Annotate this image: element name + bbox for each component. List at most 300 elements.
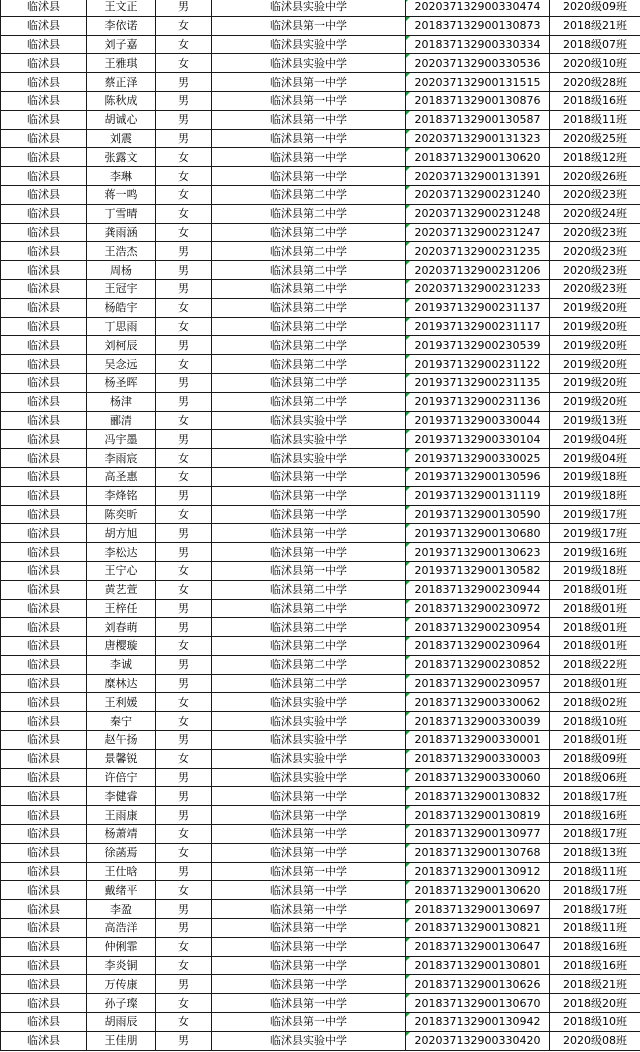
cell-gender[interactable]: [156, 561, 212, 580]
cell-gender[interactable]: [156, 73, 212, 92]
cell-school[interactable]: [212, 110, 406, 129]
cell-county[interactable]: [1, 599, 87, 618]
cell-student-id[interactable]: [406, 956, 550, 975]
cell-class[interactable]: [550, 35, 640, 54]
cell-gender[interactable]: [156, 956, 212, 975]
cell-name[interactable]: [87, 486, 156, 505]
cell-name[interactable]: [87, 91, 156, 110]
cell-student-id[interactable]: [406, 185, 550, 204]
cell-school[interactable]: [212, 975, 406, 994]
cell-school[interactable]: [212, 167, 406, 186]
cell-county[interactable]: [1, 580, 87, 599]
cell-county[interactable]: [1, 787, 87, 806]
cell-gender[interactable]: [156, 580, 212, 599]
cell-student-id[interactable]: [406, 35, 550, 54]
cell-name[interactable]: [87, 900, 156, 919]
cell-name[interactable]: [87, 881, 156, 900]
cell-county[interactable]: [1, 862, 87, 881]
cell-student-id[interactable]: [406, 524, 550, 543]
cell-class[interactable]: [550, 749, 640, 768]
cell-class[interactable]: [550, 862, 640, 881]
cell-county[interactable]: [1, 242, 87, 261]
cell-name[interactable]: [87, 825, 156, 844]
cell-class[interactable]: [550, 806, 640, 825]
cell-class[interactable]: [550, 712, 640, 731]
cell-county[interactable]: [1, 35, 87, 54]
cell-student-id[interactable]: [406, 618, 550, 637]
cell-class[interactable]: [550, 16, 640, 35]
cell-gender[interactable]: [156, 54, 212, 73]
cell-school[interactable]: [212, 712, 406, 731]
cell-school[interactable]: [212, 204, 406, 223]
cell-name[interactable]: [87, 110, 156, 129]
cell-student-id[interactable]: [406, 919, 550, 938]
cell-county[interactable]: [1, 749, 87, 768]
cell-student-id[interactable]: [406, 693, 550, 712]
cell-student-id[interactable]: [406, 430, 550, 449]
cell-student-id[interactable]: [406, 787, 550, 806]
cell-school[interactable]: [212, 449, 406, 468]
cell-name[interactable]: [87, 73, 156, 92]
cell-school[interactable]: [212, 373, 406, 392]
cell-county[interactable]: [1, 975, 87, 994]
cell-county[interactable]: [1, 467, 87, 486]
cell-school[interactable]: [212, 618, 406, 637]
cell-county[interactable]: [1, 956, 87, 975]
cell-school[interactable]: [212, 825, 406, 844]
cell-county[interactable]: [1, 712, 87, 731]
cell-gender[interactable]: [156, 1031, 212, 1050]
cell-name[interactable]: [87, 524, 156, 543]
cell-gender[interactable]: [156, 655, 212, 674]
cell-name[interactable]: [87, 975, 156, 994]
cell-county[interactable]: [1, 185, 87, 204]
cell-name[interactable]: [87, 185, 156, 204]
cell-student-id[interactable]: [406, 486, 550, 505]
cell-student-id[interactable]: [406, 298, 550, 317]
cell-county[interactable]: [1, 0, 87, 16]
cell-name[interactable]: [87, 787, 156, 806]
cell-class[interactable]: [550, 543, 640, 562]
cell-class[interactable]: [550, 561, 640, 580]
cell-class[interactable]: [550, 1031, 640, 1050]
cell-class[interactable]: [550, 956, 640, 975]
cell-gender[interactable]: [156, 787, 212, 806]
cell-student-id[interactable]: [406, 900, 550, 919]
cell-student-id[interactable]: [406, 1031, 550, 1050]
cell-school[interactable]: [212, 261, 406, 280]
cell-name[interactable]: [87, 373, 156, 392]
cell-school[interactable]: [212, 994, 406, 1013]
cell-student-id[interactable]: [406, 655, 550, 674]
cell-class[interactable]: [550, 580, 640, 599]
cell-gender[interactable]: [156, 336, 212, 355]
cell-student-id[interactable]: [406, 0, 550, 16]
cell-school[interactable]: [212, 787, 406, 806]
cell-student-id[interactable]: [406, 279, 550, 298]
cell-county[interactable]: [1, 543, 87, 562]
cell-class[interactable]: [550, 298, 640, 317]
cell-gender[interactable]: [156, 449, 212, 468]
cell-county[interactable]: [1, 655, 87, 674]
cell-gender[interactable]: [156, 749, 212, 768]
cell-school[interactable]: [212, 749, 406, 768]
cell-name[interactable]: [87, 599, 156, 618]
cell-student-id[interactable]: [406, 54, 550, 73]
cell-gender[interactable]: [156, 1013, 212, 1032]
cell-county[interactable]: [1, 806, 87, 825]
cell-student-id[interactable]: [406, 768, 550, 787]
cell-gender[interactable]: [156, 825, 212, 844]
cell-name[interactable]: [87, 994, 156, 1013]
cell-school[interactable]: [212, 317, 406, 336]
cell-class[interactable]: [550, 524, 640, 543]
cell-gender[interactable]: [156, 900, 212, 919]
cell-school[interactable]: [212, 881, 406, 900]
cell-county[interactable]: [1, 317, 87, 336]
cell-county[interactable]: [1, 430, 87, 449]
cell-gender[interactable]: [156, 261, 212, 280]
cell-class[interactable]: [550, 768, 640, 787]
cell-student-id[interactable]: [406, 261, 550, 280]
cell-county[interactable]: [1, 204, 87, 223]
cell-class[interactable]: [550, 900, 640, 919]
cell-name[interactable]: [87, 561, 156, 580]
cell-class[interactable]: [550, 618, 640, 637]
cell-school[interactable]: [212, 505, 406, 524]
cell-student-id[interactable]: [406, 937, 550, 956]
cell-gender[interactable]: [156, 599, 212, 618]
cell-name[interactable]: [87, 674, 156, 693]
cell-class[interactable]: [550, 355, 640, 374]
cell-gender[interactable]: [156, 129, 212, 148]
cell-class[interactable]: [550, 787, 640, 806]
cell-name[interactable]: [87, 655, 156, 674]
cell-school[interactable]: [212, 223, 406, 242]
cell-name[interactable]: [87, 449, 156, 468]
cell-county[interactable]: [1, 261, 87, 280]
cell-school[interactable]: [212, 768, 406, 787]
cell-school[interactable]: [212, 355, 406, 374]
cell-name[interactable]: [87, 261, 156, 280]
cell-county[interactable]: [1, 129, 87, 148]
cell-gender[interactable]: [156, 430, 212, 449]
cell-county[interactable]: [1, 73, 87, 92]
cell-student-id[interactable]: [406, 749, 550, 768]
cell-gender[interactable]: [156, 0, 212, 16]
cell-name[interactable]: [87, 129, 156, 148]
cell-name[interactable]: [87, 336, 156, 355]
cell-student-id[interactable]: [406, 73, 550, 92]
cell-class[interactable]: [550, 919, 640, 938]
cell-school[interactable]: [212, 35, 406, 54]
cell-gender[interactable]: [156, 223, 212, 242]
cell-school[interactable]: [212, 843, 406, 862]
cell-county[interactable]: [1, 411, 87, 430]
cell-class[interactable]: [550, 411, 640, 430]
cell-gender[interactable]: [156, 411, 212, 430]
cell-name[interactable]: [87, 712, 156, 731]
cell-class[interactable]: [550, 486, 640, 505]
cell-gender[interactable]: [156, 543, 212, 562]
cell-class[interactable]: [550, 637, 640, 656]
cell-gender[interactable]: [156, 373, 212, 392]
cell-county[interactable]: [1, 994, 87, 1013]
cell-name[interactable]: [87, 204, 156, 223]
cell-school[interactable]: [212, 937, 406, 956]
cell-class[interactable]: [550, 204, 640, 223]
cell-gender[interactable]: [156, 35, 212, 54]
cell-county[interactable]: [1, 336, 87, 355]
cell-school[interactable]: [212, 430, 406, 449]
cell-gender[interactable]: [156, 693, 212, 712]
cell-gender[interactable]: [156, 110, 212, 129]
cell-name[interactable]: [87, 317, 156, 336]
cell-name[interactable]: [87, 919, 156, 938]
cell-name[interactable]: [87, 937, 156, 956]
cell-school[interactable]: [212, 524, 406, 543]
cell-name[interactable]: [87, 242, 156, 261]
cell-school[interactable]: [212, 279, 406, 298]
cell-name[interactable]: [87, 618, 156, 637]
cell-county[interactable]: [1, 731, 87, 750]
cell-class[interactable]: [550, 655, 640, 674]
cell-school[interactable]: [212, 655, 406, 674]
cell-county[interactable]: [1, 919, 87, 938]
cell-student-id[interactable]: [406, 373, 550, 392]
cell-name[interactable]: [87, 862, 156, 881]
cell-student-id[interactable]: [406, 91, 550, 110]
cell-gender[interactable]: [156, 994, 212, 1013]
cell-school[interactable]: [212, 336, 406, 355]
cell-student-id[interactable]: [406, 317, 550, 336]
cell-school[interactable]: [212, 467, 406, 486]
cell-gender[interactable]: [156, 317, 212, 336]
cell-county[interactable]: [1, 618, 87, 637]
cell-school[interactable]: [212, 392, 406, 411]
cell-class[interactable]: [550, 392, 640, 411]
cell-school[interactable]: [212, 956, 406, 975]
cell-gender[interactable]: [156, 881, 212, 900]
cell-student-id[interactable]: [406, 843, 550, 862]
cell-student-id[interactable]: [406, 148, 550, 167]
cell-county[interactable]: [1, 449, 87, 468]
cell-school[interactable]: [212, 919, 406, 938]
cell-gender[interactable]: [156, 975, 212, 994]
cell-county[interactable]: [1, 298, 87, 317]
cell-name[interactable]: [87, 35, 156, 54]
cell-county[interactable]: [1, 637, 87, 656]
cell-school[interactable]: [212, 91, 406, 110]
cell-class[interactable]: [550, 317, 640, 336]
cell-county[interactable]: [1, 843, 87, 862]
cell-gender[interactable]: [156, 618, 212, 637]
cell-student-id[interactable]: [406, 994, 550, 1013]
cell-gender[interactable]: [156, 298, 212, 317]
cell-student-id[interactable]: [406, 731, 550, 750]
cell-school[interactable]: [212, 580, 406, 599]
cell-name[interactable]: [87, 843, 156, 862]
cell-county[interactable]: [1, 900, 87, 919]
cell-school[interactable]: [212, 148, 406, 167]
cell-class[interactable]: [550, 843, 640, 862]
cell-class[interactable]: [550, 110, 640, 129]
cell-student-id[interactable]: [406, 392, 550, 411]
cell-student-id[interactable]: [406, 505, 550, 524]
cell-gender[interactable]: [156, 16, 212, 35]
cell-county[interactable]: [1, 16, 87, 35]
cell-name[interactable]: [87, 956, 156, 975]
cell-county[interactable]: [1, 110, 87, 129]
cell-school[interactable]: [212, 637, 406, 656]
cell-school[interactable]: [212, 543, 406, 562]
cell-student-id[interactable]: [406, 637, 550, 656]
cell-name[interactable]: [87, 731, 156, 750]
cell-school[interactable]: [212, 900, 406, 919]
cell-county[interactable]: [1, 279, 87, 298]
cell-county[interactable]: [1, 1031, 87, 1050]
cell-gender[interactable]: [156, 843, 212, 862]
cell-name[interactable]: [87, 749, 156, 768]
cell-county[interactable]: [1, 505, 87, 524]
cell-gender[interactable]: [156, 674, 212, 693]
cell-school[interactable]: [212, 298, 406, 317]
cell-county[interactable]: [1, 223, 87, 242]
cell-student-id[interactable]: [406, 599, 550, 618]
cell-school[interactable]: [212, 674, 406, 693]
cell-class[interactable]: [550, 223, 640, 242]
cell-school[interactable]: [212, 1013, 406, 1032]
cell-class[interactable]: [550, 336, 640, 355]
cell-county[interactable]: [1, 148, 87, 167]
cell-name[interactable]: [87, 637, 156, 656]
cell-class[interactable]: [550, 91, 640, 110]
cell-class[interactable]: [550, 599, 640, 618]
cell-class[interactable]: [550, 261, 640, 280]
cell-student-id[interactable]: [406, 806, 550, 825]
cell-county[interactable]: [1, 825, 87, 844]
cell-class[interactable]: [550, 881, 640, 900]
cell-school[interactable]: [212, 54, 406, 73]
cell-gender[interactable]: [156, 355, 212, 374]
cell-school[interactable]: [212, 486, 406, 505]
cell-gender[interactable]: [156, 862, 212, 881]
cell-student-id[interactable]: [406, 862, 550, 881]
cell-name[interactable]: [87, 392, 156, 411]
cell-name[interactable]: [87, 167, 156, 186]
cell-county[interactable]: [1, 674, 87, 693]
cell-class[interactable]: [550, 167, 640, 186]
cell-gender[interactable]: [156, 91, 212, 110]
cell-county[interactable]: [1, 561, 87, 580]
cell-school[interactable]: [212, 0, 406, 16]
cell-school[interactable]: [212, 129, 406, 148]
cell-name[interactable]: [87, 148, 156, 167]
cell-class[interactable]: [550, 975, 640, 994]
cell-class[interactable]: [550, 0, 640, 16]
cell-school[interactable]: [212, 599, 406, 618]
cell-class[interactable]: [550, 731, 640, 750]
cell-county[interactable]: [1, 768, 87, 787]
cell-gender[interactable]: [156, 505, 212, 524]
cell-name[interactable]: [87, 768, 156, 787]
cell-county[interactable]: [1, 937, 87, 956]
cell-school[interactable]: [212, 806, 406, 825]
cell-gender[interactable]: [156, 524, 212, 543]
cell-gender[interactable]: [156, 279, 212, 298]
cell-name[interactable]: [87, 1031, 156, 1050]
cell-name[interactable]: [87, 1013, 156, 1032]
cell-class[interactable]: [550, 430, 640, 449]
cell-name[interactable]: [87, 355, 156, 374]
cell-school[interactable]: [212, 242, 406, 261]
cell-class[interactable]: [550, 937, 640, 956]
cell-student-id[interactable]: [406, 881, 550, 900]
cell-class[interactable]: [550, 242, 640, 261]
cell-gender[interactable]: [156, 637, 212, 656]
cell-student-id[interactable]: [406, 110, 550, 129]
cell-county[interactable]: [1, 1013, 87, 1032]
cell-name[interactable]: [87, 0, 156, 16]
cell-county[interactable]: [1, 373, 87, 392]
cell-student-id[interactable]: [406, 712, 550, 731]
cell-student-id[interactable]: [406, 580, 550, 599]
cell-class[interactable]: [550, 1013, 640, 1032]
cell-county[interactable]: [1, 486, 87, 505]
cell-gender[interactable]: [156, 806, 212, 825]
cell-name[interactable]: [87, 806, 156, 825]
cell-name[interactable]: [87, 298, 156, 317]
cell-class[interactable]: [550, 467, 640, 486]
cell-student-id[interactable]: [406, 543, 550, 562]
cell-county[interactable]: [1, 524, 87, 543]
cell-class[interactable]: [550, 994, 640, 1013]
cell-gender[interactable]: [156, 185, 212, 204]
cell-gender[interactable]: [156, 768, 212, 787]
cell-school[interactable]: [212, 73, 406, 92]
cell-gender[interactable]: [156, 392, 212, 411]
cell-name[interactable]: [87, 467, 156, 486]
cell-gender[interactable]: [156, 467, 212, 486]
cell-class[interactable]: [550, 54, 640, 73]
cell-class[interactable]: [550, 373, 640, 392]
cell-student-id[interactable]: [406, 467, 550, 486]
cell-student-id[interactable]: [406, 16, 550, 35]
cell-county[interactable]: [1, 392, 87, 411]
cell-county[interactable]: [1, 91, 87, 110]
cell-gender[interactable]: [156, 242, 212, 261]
cell-student-id[interactable]: [406, 242, 550, 261]
cell-gender[interactable]: [156, 712, 212, 731]
cell-name[interactable]: [87, 279, 156, 298]
cell-county[interactable]: [1, 693, 87, 712]
cell-name[interactable]: [87, 54, 156, 73]
cell-class[interactable]: [550, 825, 640, 844]
cell-name[interactable]: [87, 543, 156, 562]
cell-class[interactable]: [550, 674, 640, 693]
cell-school[interactable]: [212, 731, 406, 750]
cell-class[interactable]: [550, 449, 640, 468]
cell-name[interactable]: [87, 430, 156, 449]
cell-school[interactable]: [212, 862, 406, 881]
cell-class[interactable]: [550, 185, 640, 204]
cell-gender[interactable]: [156, 919, 212, 938]
cell-student-id[interactable]: [406, 223, 550, 242]
cell-gender[interactable]: [156, 167, 212, 186]
cell-student-id[interactable]: [406, 129, 550, 148]
cell-county[interactable]: [1, 355, 87, 374]
cell-gender[interactable]: [156, 486, 212, 505]
